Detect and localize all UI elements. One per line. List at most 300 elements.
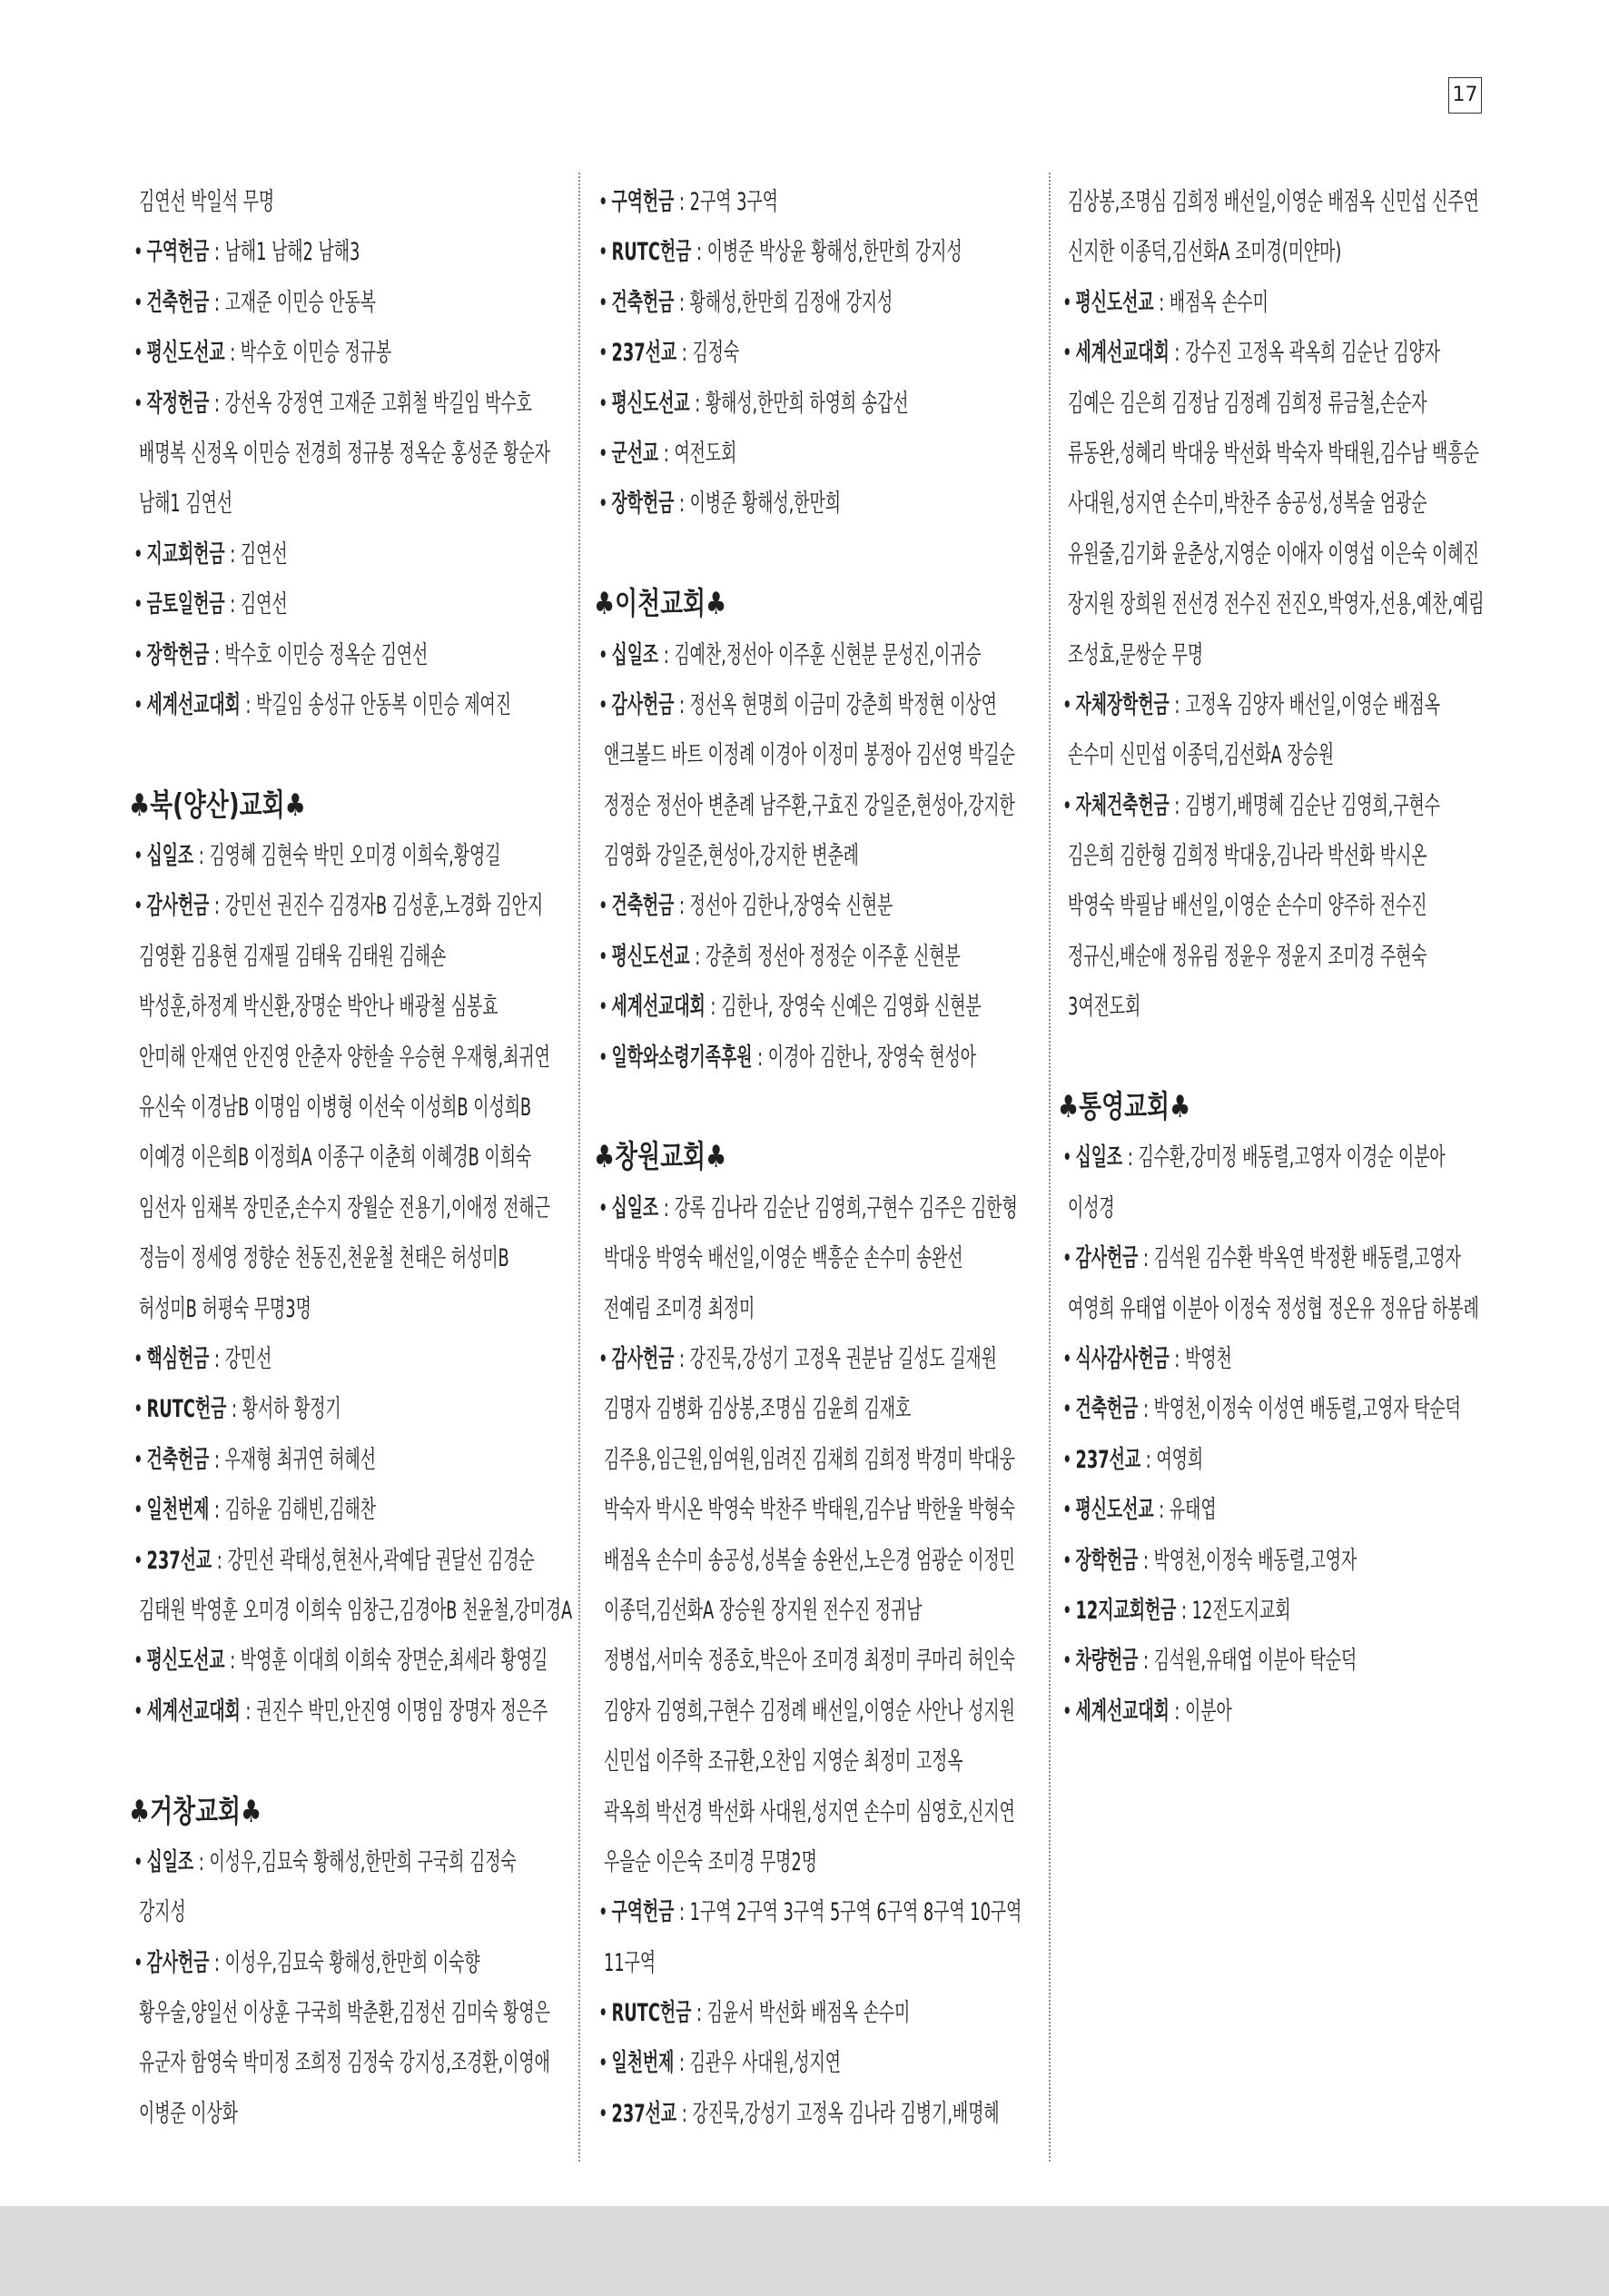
bullet: • (1062, 1546, 1072, 1575)
offering-line (594, 479, 1039, 529)
offering-line-text (598, 328, 739, 378)
offering-line-text (139, 932, 446, 982)
church-section (594, 177, 1039, 529)
offering-line-text (1068, 177, 1479, 227)
offering-line (129, 1485, 574, 1535)
offering-line-text (133, 1485, 376, 1535)
donor-names: 김영화 강일준,현성아,강지한 변춘례 (604, 842, 859, 871)
donor-names: 여영희 유태엽 이분아 이정숙 정성협 정온유 정유담 하봉례 (1068, 1294, 1479, 1323)
label-separator: : (224, 1647, 241, 1676)
offering-line (1058, 630, 1503, 680)
donor-names: 박수호 이민승 정규봉 (240, 339, 392, 368)
offering-label: 건축헌금 (611, 892, 675, 921)
offering-line-text (139, 1183, 550, 1233)
donor-names: 허성미B 허평숙 무명3명 (139, 1294, 311, 1323)
offering-line (1058, 479, 1503, 529)
bullet: • (133, 690, 143, 719)
donor-names: 2구역 3구역 (689, 188, 778, 216)
offering-line (129, 328, 574, 378)
offering-line (1058, 1284, 1503, 1334)
offering-line (594, 379, 1039, 429)
offering-line-text (1068, 1284, 1479, 1334)
offering-label: 건축헌금 (1075, 1395, 1139, 1424)
offering-label: 장학헌금 (1075, 1546, 1139, 1575)
offering-item (1058, 1133, 1503, 1233)
offering-line (594, 1284, 1039, 1334)
column-2 (594, 177, 1039, 2139)
offering-line-text (598, 1887, 1022, 1937)
donor-names: 정병섭,서미숙 정종호,박은아 조미경 최정미 쿠마리 허인숙 (604, 1647, 1015, 1676)
offering-item (594, 680, 1039, 882)
donor-names: 박영훈 이대희 이희숙 장면순,최세라 황영길 (240, 1647, 548, 1676)
bullet: • (133, 590, 143, 619)
offering-label: 감사헌금 (146, 892, 210, 921)
offering-line (129, 1133, 574, 1183)
offering-label: 일천번제 (611, 2049, 675, 2078)
donor-names: 여영희 (1156, 1445, 1204, 1474)
donor-names: 김태원 박영훈 오미경 이희숙 임창근,김경아B 천윤철,강미경A (139, 1596, 573, 1625)
offering-line (594, 1737, 1039, 1786)
offering-line-text (133, 630, 428, 680)
donor-names: 정선아 김한나,장영숙 신현분 (689, 892, 893, 921)
offering-line-text (133, 379, 532, 429)
donor-names: 신지한 이종덕,김선화A 조미경(미얀마) (1068, 238, 1342, 267)
label-separator: : (193, 842, 210, 871)
offering-line-text (1068, 932, 1426, 982)
donor-names: 김한나, 장영숙 신예은 김영화 신현분 (721, 993, 982, 1022)
offering-line (1058, 932, 1503, 982)
offering-line-text (604, 831, 859, 881)
offering-line (129, 1334, 574, 1384)
offering-line (129, 1887, 574, 1937)
bullet: • (1062, 1395, 1072, 1424)
offering-line (1058, 1687, 1503, 1737)
bullet: • (133, 1445, 143, 1474)
offering-item (129, 1384, 574, 1434)
donor-names: 권진수 박민,안진영 이명임 장명자 정은주 (256, 1697, 548, 1726)
offering-item (129, 680, 574, 730)
label-separator: : (658, 439, 675, 468)
donor-names: 이예경 이은희B 이정희A 이종구 이춘희 이혜경B 이희숙 (139, 1143, 532, 1173)
offering-line (129, 1435, 574, 1485)
donor-names: 이병준 이상화 (139, 2099, 238, 2128)
offering-line-text (598, 982, 982, 1032)
offering-line-text (1062, 1384, 1461, 1434)
offering-item (129, 1837, 574, 1938)
offering-line (594, 1183, 1039, 1233)
offering-line-text (598, 479, 841, 529)
offering-item (1058, 1536, 1503, 1586)
bullet: • (133, 1395, 143, 1424)
offering-label: 식사감사헌금 (1075, 1344, 1170, 1373)
label-separator: : (674, 1344, 690, 1373)
offering-line-text (598, 1033, 976, 1083)
offering-line-text (1062, 1435, 1203, 1485)
donor-names: 박대웅 박영숙 배선일,이영순 백흥순 손수미 송완선 (604, 1244, 963, 1273)
offering-line (129, 429, 574, 479)
bullet: • (1062, 1143, 1072, 1173)
donor-names: 강민선 (224, 1344, 272, 1373)
church-heading (594, 579, 1039, 629)
bullet: • (598, 288, 608, 317)
donor-names: 손수미 신민섭 이종덕,김선화A 장승원 (1068, 741, 1335, 770)
offering-line-text (133, 1334, 271, 1384)
offering-line (129, 680, 574, 730)
offering-item (129, 579, 574, 629)
offering-item (594, 2089, 1039, 2139)
donor-names: 정늠이 정세영 정향순 천동진,천윤철 천태은 허성미B (139, 1244, 509, 1273)
offering-line-text (139, 2038, 550, 2088)
offering-line (1058, 881, 1503, 931)
donor-names: 박숙자 박시온 박영숙 박찬주 박태원,김수남 박한울 박형숙 (604, 1496, 1015, 1525)
bullet: • (133, 1496, 143, 1525)
offering-line (129, 1938, 574, 1988)
offering-line (129, 1988, 574, 2038)
offering-item (594, 227, 1039, 277)
bullet: • (598, 690, 608, 719)
donor-names: 이병준 황해성,한만희 (689, 490, 841, 519)
bullet: • (598, 2049, 608, 2078)
offering-line (129, 630, 574, 680)
offering-item (594, 278, 1039, 328)
offering-line (594, 881, 1039, 931)
offering-line (594, 1887, 1039, 1937)
donor-names: 고재준 이민승 안동복 (224, 288, 376, 317)
label-separator: : (676, 2099, 693, 2128)
church-section (1058, 177, 1503, 1033)
label-separator: : (209, 1948, 225, 1977)
church-heading-text: ♣거창교회♣ (129, 1793, 262, 1830)
donor-names: 강춘희 정선아 정정순 이주훈 신현분 (705, 942, 961, 971)
offering-line (1058, 730, 1503, 780)
label-separator: : (674, 1898, 690, 1927)
label-separator: : (209, 640, 225, 669)
donor-names: 박수호 이민승 정옥순 김연선 (224, 640, 429, 669)
offering-line-text (1068, 1183, 1115, 1233)
offering-line (1058, 579, 1503, 629)
offering-line-text (139, 1988, 550, 2038)
offering-line (129, 479, 574, 529)
column-3 (1058, 177, 1503, 1737)
donor-names: 이성경 (1068, 1193, 1115, 1222)
bullet: • (1062, 791, 1072, 820)
label-separator: : (658, 1193, 675, 1222)
offering-line-text (604, 1485, 1015, 1535)
label-separator: : (674, 892, 690, 921)
donor-names: 유태엽 (1169, 1496, 1217, 1525)
offering-item (1058, 680, 1503, 781)
offering-item (129, 1687, 574, 1737)
label-separator: : (1169, 1697, 1186, 1726)
bullet: • (133, 842, 143, 871)
column-1 (129, 177, 574, 2139)
offering-line-text (133, 881, 543, 931)
offering-line-text (133, 1384, 341, 1434)
offering-line (594, 1384, 1039, 1434)
offering-line (1058, 529, 1503, 579)
offering-line-text (598, 278, 893, 328)
offering-line-text (133, 1636, 548, 1686)
offering-line (129, 1384, 574, 1434)
bullet: • (133, 339, 143, 368)
offering-item (1058, 781, 1503, 1033)
donor-names: 이성우,김묘숙 황해성,한만희 구국희 김정숙 (209, 1847, 517, 1876)
offering-label: 작정헌금 (146, 389, 210, 418)
offering-label: 구역헌금 (611, 1898, 675, 1927)
offering-line-text (1068, 881, 1426, 931)
offering-line-text (604, 730, 1015, 780)
donor-names: 박영천,이정숙 배동렬,고영자 (1153, 1546, 1357, 1575)
church-section (129, 781, 574, 1737)
offering-line (1058, 278, 1503, 328)
offering-line (129, 1687, 574, 1737)
donor-names: 12전도지교회 (1191, 1596, 1291, 1625)
offering-line-text (133, 831, 500, 881)
bullet: • (598, 1999, 608, 2028)
offering-line-text (1068, 529, 1479, 579)
offering-line-text (1068, 730, 1334, 780)
offering-line-text (133, 529, 288, 579)
offering-label: 건축헌금 (146, 288, 210, 317)
offering-line (129, 1586, 574, 1636)
donor-names: 박영숙 박필남 배선일,이영순 손수미 양주하 전수진 (1068, 892, 1427, 921)
offering-line-text (1068, 429, 1479, 479)
donor-names: 신민섭 이주학 조규환,오찬임 지영순 최정미 고정옥 (604, 1747, 963, 1776)
offering-label: 자체장학헌금 (1075, 690, 1170, 719)
offering-line-text (1062, 680, 1440, 730)
offering-line-text (133, 278, 376, 328)
label-separator: : (1169, 690, 1186, 719)
offering-line-text (604, 1284, 755, 1334)
offering-line (129, 881, 574, 931)
offering-label: 평신도선교 (1075, 1496, 1154, 1525)
offering-line (1058, 1133, 1503, 1183)
offering-line-text (139, 1133, 531, 1183)
offering-item (129, 227, 574, 277)
offering-label: 평신도선교 (611, 389, 690, 418)
offering-label: 장학헌금 (611, 490, 675, 519)
offering-item (129, 328, 574, 378)
offering-line-text (139, 1083, 531, 1133)
donor-names: 강지성 (139, 1898, 186, 1927)
offering-line-text (598, 680, 997, 730)
label-separator: : (1169, 1344, 1186, 1373)
donor-names: 황해성,한만희 김정애 강지성 (689, 288, 893, 317)
offering-line (594, 227, 1039, 277)
offering-line-text (604, 1938, 656, 1988)
offering-item (129, 881, 574, 1334)
offering-label: 감사헌금 (146, 1948, 210, 1977)
bullet: • (133, 1697, 143, 1726)
offering-line-text (1062, 328, 1440, 378)
offering-line-text (598, 1988, 910, 2038)
label-separator: : (674, 490, 690, 519)
offering-line (594, 982, 1039, 1032)
bullet: • (133, 288, 143, 317)
donor-names: 조성효,문쌍순 무명 (1068, 640, 1204, 669)
offering-label: 237선교 (611, 339, 677, 368)
bullet: • (1062, 690, 1072, 719)
offering-line (594, 680, 1039, 730)
offering-line (594, 1988, 1039, 2038)
church-section (1058, 1083, 1503, 1737)
donor-names: 고정옥 김양자 배선일,이영순 배점옥 (1185, 690, 1440, 719)
offering-line (1058, 1384, 1503, 1434)
church-heading-text: ♣이천교회♣ (594, 586, 727, 623)
bullet: • (598, 2099, 608, 2128)
offering-line (594, 781, 1039, 831)
offering-line (129, 227, 574, 277)
donor-names: 강민선 곽태성,현천사,곽예담 권달선 김경순 (227, 1546, 535, 1575)
offering-label: 구역헌금 (146, 238, 210, 267)
offering-line-text (1068, 227, 1341, 277)
offering-label: 핵심헌금 (146, 1344, 210, 1373)
label-separator: : (1122, 1143, 1139, 1173)
offering-line (594, 328, 1039, 378)
offering-line-text (604, 781, 1015, 831)
donor-names: 김연선 (240, 539, 288, 569)
offering-item (129, 1636, 574, 1686)
offering-line-text (598, 630, 982, 680)
donor-names: 유군자 함영숙 박미정 조희정 김정숙 강지성,조경환,이영애 (139, 2049, 550, 2078)
label-separator: : (689, 942, 706, 971)
donor-names: 강진묵,강성기 고정옥 권분남 길성도 길재원 (689, 1344, 997, 1373)
donor-names: 김수환,강미정 배동렬,고영자 이경순 이분아 (1138, 1143, 1446, 1173)
offering-line (1058, 1435, 1503, 1485)
offering-label: 237선교 (611, 2099, 677, 2128)
offering-label: 감사헌금 (611, 1344, 675, 1373)
donor-names: 임선자 임채복 장민준,손수지 장월순 전용기,이애정 전해근 (139, 1193, 550, 1222)
offering-item (594, 1887, 1039, 1988)
offering-label: 평신도선교 (611, 942, 690, 971)
offering-line-text (1062, 1687, 1232, 1737)
offering-line-text (133, 227, 360, 277)
offering-item (129, 1485, 574, 1535)
bullet: • (133, 238, 143, 267)
donor-names: 김영환 김용현 김재필 김태욱 김태원 김해숀 (139, 942, 447, 971)
donor-names: 11구역 (604, 1948, 656, 1977)
label-separator: : (1138, 1244, 1154, 1273)
offering-line (129, 2089, 574, 2139)
donor-names: 류동완,성혜리 박대웅 박선화 박숙자 박태원,김수남 백흥순 (1068, 439, 1479, 468)
offering-line (1058, 1536, 1503, 1586)
offering-label: 평신도선교 (1075, 288, 1154, 317)
offering-line-text (604, 1636, 1015, 1686)
offering-line (1058, 379, 1503, 429)
offering-line-text (1062, 1536, 1357, 1586)
footer-band (0, 2206, 1609, 2296)
offering-line (594, 1485, 1039, 1535)
offering-line-text (598, 881, 893, 931)
label-separator: : (193, 1847, 210, 1876)
donor-names: 이경아 김한나, 장영숙 현성아 (767, 1043, 976, 1072)
offering-line-text (1068, 982, 1140, 1032)
offering-label: 일학와소령기족후원 (611, 1043, 753, 1072)
offering-line (594, 831, 1039, 881)
offering-label: 구역헌금 (611, 188, 675, 216)
donor-names: 김연선 박일석 무명 (139, 188, 275, 216)
label-separator: : (691, 1999, 707, 2028)
offering-line-text (133, 680, 511, 730)
church-heading-text: ♣북(양산)교회♣ (129, 787, 306, 824)
offering-line (1058, 1485, 1503, 1535)
donor-names: 우을순 이은숙 조미경 무명2명 (604, 1847, 817, 1876)
offering-item (129, 1536, 574, 1637)
offering-item (129, 1938, 574, 2140)
donor-names: 박성훈,하정계 박신환,장명순 박안나 배광철 심봉효 (139, 993, 498, 1022)
offering-label: 장학헌금 (146, 640, 210, 669)
bullet: • (598, 439, 608, 468)
label-separator: : (240, 690, 257, 719)
bullet: • (598, 1344, 608, 1373)
church-heading-text: ♣통영교회♣ (1058, 1089, 1191, 1126)
offering-item (1058, 1233, 1503, 1334)
offering-line (1058, 1334, 1503, 1384)
offering-line (1058, 1636, 1503, 1686)
offering-line-text (139, 1284, 311, 1334)
offering-item (1058, 1485, 1503, 1535)
offering-label: RUTC헌금 (611, 1999, 692, 2028)
donor-names: 앤크볼드 바트 이정례 이경아 이정미 봉정아 김선영 박길순 (604, 741, 1015, 770)
bullet: • (133, 1546, 143, 1575)
bullet: • (133, 1847, 143, 1876)
donor-names: 이분아 (1185, 1697, 1232, 1726)
church-section (594, 579, 1039, 1083)
offering-line-text (133, 328, 391, 378)
offering-item (594, 429, 1039, 479)
offering-line-text (1068, 379, 1426, 429)
label-separator: : (1169, 791, 1186, 820)
donor-names: 남해1 남해2 남해3 (224, 238, 360, 267)
bullet: • (133, 539, 143, 569)
offering-item (1058, 1636, 1503, 1686)
donor-names: 3여전도회 (1068, 993, 1141, 1022)
offering-label: 237선교 (1075, 1445, 1141, 1474)
offering-line (594, 630, 1039, 680)
bullet: • (598, 389, 608, 418)
offering-line-text (139, 177, 274, 227)
bullet: • (133, 640, 143, 669)
donor-names: 김윤서 박선화 배점옥 손수미 (706, 1999, 911, 2028)
offering-item (129, 177, 574, 227)
offering-line (1058, 1183, 1503, 1233)
offering-line-text (133, 1837, 517, 1887)
offering-line (129, 1233, 574, 1283)
offering-line-text (139, 479, 232, 529)
offering-item (129, 831, 574, 881)
offering-line (129, 1183, 574, 1233)
donor-names: 김하윤 김해빈,김해찬 (224, 1496, 376, 1525)
offering-line (1058, 1233, 1503, 1283)
offering-line-text (598, 932, 961, 982)
donor-names: 황해성,한만희 하영희 송갑선 (705, 389, 909, 418)
donor-names: 이병준 박상윤 황해성,한만희 강지성 (706, 238, 962, 267)
donor-names: 정정순 정선아 변춘례 남주환,구효진 강일준,현성아,강지한 (604, 791, 1015, 820)
offering-item (1058, 1586, 1503, 1636)
label-separator: : (209, 238, 225, 267)
offering-item (594, 881, 1039, 931)
donor-names: 이종덕,김선화A 장승원 장지원 전수진 정귀남 (604, 1596, 923, 1625)
label-separator: : (689, 389, 706, 418)
offering-line (1058, 177, 1503, 227)
offering-label: 세계선교대회 (146, 690, 241, 719)
offering-line-text (604, 1536, 1015, 1586)
offering-line (594, 1787, 1039, 1837)
offering-label: 군선교 (611, 439, 659, 468)
offering-label: 세계선교대회 (146, 1697, 241, 1726)
offering-item (1058, 1334, 1503, 1384)
offering-line (594, 1334, 1039, 1384)
